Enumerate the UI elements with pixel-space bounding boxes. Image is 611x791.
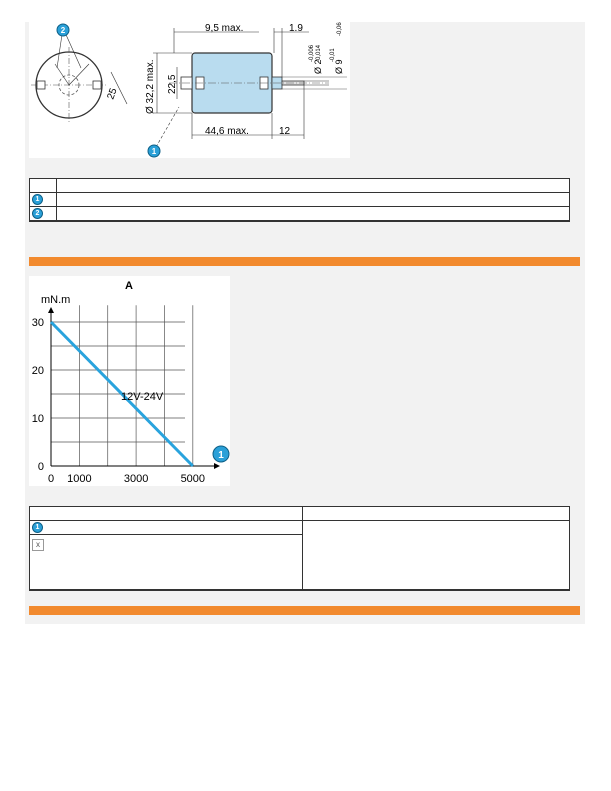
table-row [30,521,570,535]
dim-1-9: 1.9 [289,23,303,34]
table-row [30,179,570,193]
dim-shaft-tol-lower: -0,014 [316,44,322,62]
legend-table-2 [29,506,570,591]
dim-boss-tol-lower: -0,06 [337,22,343,36]
dim-25: 25 [105,86,120,102]
drawing-svg [29,22,350,158]
dim-shaft-tol-upper: -0,006 [309,44,315,62]
svg-text:1: 1 [218,450,224,461]
callout-2 [57,24,69,36]
x-tick-label: 5000 [180,473,206,485]
svg-text:2: 2 [60,26,66,35]
table-cell [30,179,57,193]
table-cell [303,521,570,591]
table-cell [30,207,57,222]
section-divider [29,606,580,615]
callout-1 [148,145,160,157]
svg-text:1: 1 [151,147,157,156]
dim-44-6-max: 44,6 max. [205,126,249,137]
x-axis-arrow [214,463,220,469]
side-view [145,22,347,147]
table-cell [56,535,303,591]
dim-32-2-max: Ø 32,2 max. [145,59,156,114]
table-row [30,207,570,222]
table-cell [57,207,570,222]
table-cell [30,193,57,207]
table-cell [30,535,57,591]
callout-2-icon: 2 [32,208,43,219]
table-cell [57,193,570,207]
dim-boss-tol-upper: -0,01 [330,48,336,62]
table-cell [30,521,57,535]
y-tick-label: 20 [31,365,44,377]
dim-12: 12 [279,126,291,137]
section-divider [29,257,580,266]
series-label: 12V-24V [121,391,164,403]
y-axis-arrow [48,307,54,313]
table-row [30,507,570,521]
table-cell [56,521,303,535]
table-cell [56,507,303,521]
broken-image-icon: x [32,539,44,551]
table-cell [30,507,57,521]
callout-1-icon: 1 [32,522,43,533]
torque-speed-chart [29,276,230,486]
x-tick-label: 1000 [67,473,92,485]
y-tick-label: 10 [31,413,44,425]
dim-shaft-diameter: Ø 2 [313,59,323,74]
legend-table-1 [29,178,570,222]
chart-svg [29,276,230,486]
table-cell [57,179,570,193]
y-tick-label: 30 [31,317,44,329]
table-row [30,193,570,207]
callout-1-icon: 1 [32,194,43,205]
y-tick-label: 0 [37,461,44,473]
end-view [31,28,127,123]
y-axis-label: mN.m [41,294,71,306]
dim-9-5-max: 9,5 max. [205,23,244,34]
motor-dimension-drawing [29,22,350,158]
table-cell [303,507,570,521]
chart-title: A [125,280,133,292]
dim-boss-diameter: Ø 9 [334,59,344,74]
dim-22-5: 22,5 [167,74,178,94]
chart-callout-1 [213,446,229,462]
x-tick-label: 0 [47,473,55,485]
x-tick-label: 3000 [123,473,149,485]
